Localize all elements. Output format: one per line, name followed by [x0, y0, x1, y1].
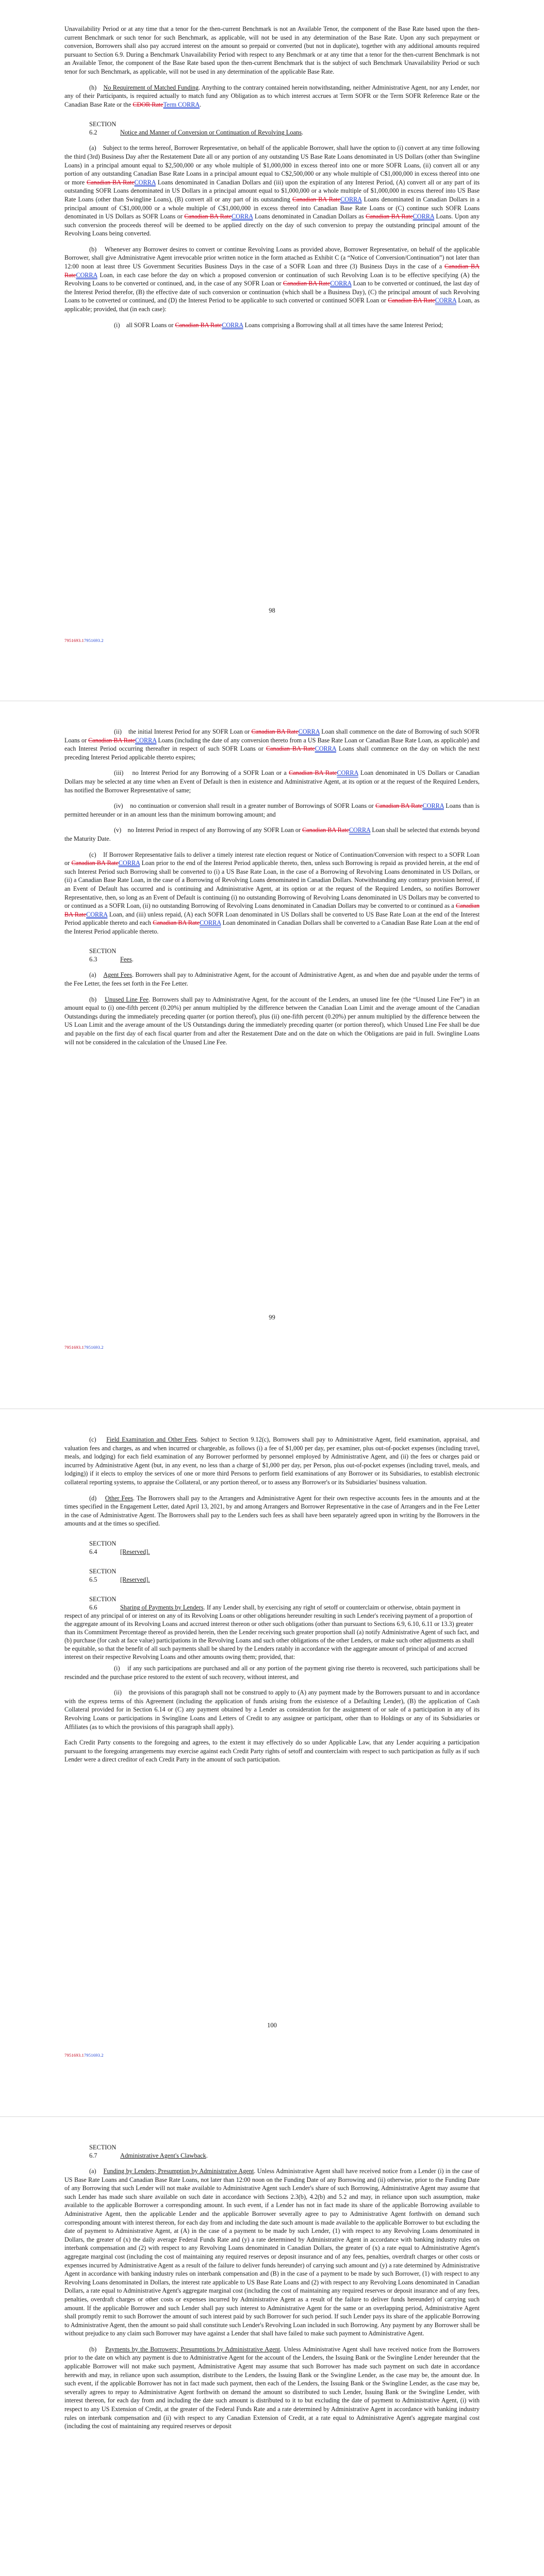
deleted-text: Canadian BA Rate [289, 769, 337, 777]
page-number: 98 [269, 607, 275, 614]
inserted-text: CORRA [222, 321, 243, 329]
deleted-text: Canadian BA Rate [266, 745, 315, 753]
section-heading: SECTION 6.6 Sharing of Payments by Lenders. If any Lender shall, by exercising any right of setoff or counterclaim or otherwise, obtain payment in respect of any principal of or interest on any of its Revolving Loans or other obligations hereunder resulting in such Lender's receiving payment of a proportion of the aggregate amount of its Revolving Loans and accrued interest thereon or other such obligations (other than pursuant to Sections 6.9, 6.10, 6.11 or 13.3) greater than its Commitment Percentage thereof as provided herein, then the Lender receiving such greater proportion shall (a) notify Administrative Agent of such fact, and (b) purchase (for cash at face value) participations in the Revolving Loans and such other obligations of the other Lenders, or make such other adjustments as shall be equitable, so that the benefit of all such payments shall be shared by the Lenders ratably in accordance with the aggregate amount of principal of and accrued interest on their respective Revolving Loans and other amounts owing them; provided, that: [64, 1595, 479, 1660]
paragraph-6-3-b: (b) Unused Line Fee. Borrowers shall pay to Administrative Agent, for the account of the Lenders, an unused line fee (the “Unused Line Fee”) in an amount equal to (i) one-fifth percent (0.20%) per annum multiplied by the difference between the Canadian Loan Limit and the average amount of the Canadian Outstandings during the immediately preceding quarter (or portion thereof), plus (ii) one-fifth percent (0.20%) per annum multiplied by the difference between the US Loan Limit and the average amount of the US Outstandings during the immediately preceding quarter (or portion thereof), which Unused Line Fee shall be due and payable on the first day of each fiscal quarter from and after the Restatement Date and on the date on which the Obligations are paid in full. Swingline Loans will not be considered in the calculation of the Unused Line Fee. [64, 995, 480, 1046]
paragraph-6-2-b: (b) Whenever any Borrower desires to convert or continue Revolving Loans as provided above, Borrower Representative, on behalf of the applicable Borrower, shall give Administrative Agent irrevocable prior written notice in the form attached as Exhibit C (a “Notice of Conversion/Continuation”) not later than 12:00 noon at least three US Government Securities Business Days in the case of a SOFR Loan and three (3) Business Days in the case of a Canadian BA RateCORRA Loan, in each case before the day on which a proposed conversion or continuation of such Revolving Loan is to be effective specifying (A) the Revolving Loans to be converted or continued, and, in the case of any SOFR Loan or Canadian BA RateCORRA Loan to be converted or continued, the last day of the Interest Period therefor, (B) the effective date of such conversion or continuation (which shall be a Business Day), (C) the principal amount of such Revolving Loans to be converted or continued, and (D) the Interest Period to be applicable to such converted or continued SOFR Loan or Canadian BA RateCORRA Loan, as applicable; provided, that (in each case): [64, 245, 480, 313]
page-98 [0, 0, 544, 701]
deleted-text: Canadian BA Rate [292, 195, 341, 203]
deleted-text: Canadian BA Rate [375, 802, 423, 810]
paragraph-6-6-consent: Each Credit Party consents to the foregoing and agrees, to the extent it may effectively do so under Applicable Law, that any Lender acquiring a participation pursuant to the foregoing arrangements may exercise against each Credit Party rights of setoff and counterclaim with respect to such participation as fully as if such Lender were a direct creditor of each Credit Party in the amount of such participation. [64, 1739, 480, 1764]
inserted-text: CORRA [422, 802, 444, 810]
inserted-text: Term CORRA [163, 100, 200, 108]
paragraph-6-2-b-ii: (ii) the initial Interest Period for any SOFR Loan or Canadian BA RateCORRA Loan shall commence on the date of Borrowing of such SOFR Loans or Canadian BA RateCORRA Loans (including the date of any conversion thereto from a US Base Rate Loan or Canadian Base Rate Loan, as applicable) and each Interest Period occurring thereafter in respect of such SOFR Loans or Canadian BA RateCORRA Loans shall commence on the day on which the next preceding Interest Period applicable thereto expires; [64, 728, 480, 761]
page-separator [0, 1409, 544, 1414]
page-separator [0, 701, 544, 706]
paragraph-6-3-c: (c) Field Examination and Other Fees. Subject to Section 9.12(c), Borrowers shall pay to Administrative Agent, field examination, appraisal, and valuation fees and charges, as and when incurred or chargeable, as follows (i) a fee of $1,000 per day, per examiner, plus out-of-pocket expenses (including travel, meals, and lodging) for each field examination of any Borrower performed by personnel employed by Administrative Agent, and (ii) the fees or charges paid or incurred by Administrative Agent (but, in any event, no less than a charge of $1,000 per day, per Person, plus out-of-pocket expenses (including travel, meals, and lodging)) if it elects to employ the services of one or more third Persons to perform field examinations of any Borrower or its Subsidiaries, to establish electronic collateral reporting systems, to appraise the Collateral, or any portion thereof, or to assess any Borrower's or its Subsidiaries' business valuation. [64, 1436, 480, 1486]
inserted-text: CORRA [200, 919, 221, 927]
inserted-text: CORRA [349, 826, 371, 834]
deleted-text: Canadian BA Rate [366, 213, 413, 221]
document-footer: 7951693.17951693.2 [64, 2053, 104, 2058]
paragraph-6-7-a: (a) Funding by Lenders; Presumption by Administrative Agent. Unless Administrative Agent shall have received notice from a Lender (i) in the case of US Base Rate Loans and Canadian Base Rate Loans, not later than 12:00 noon on the Funding Date of any Borrowing and (ii) otherwise, prior to the Funding Date of any Borrowing that such Lender will not make available to Administrative Agent such Lender's share of such Borrowing, Administrative Agent may assume that such Lender has made such share available on such date in accordance with Sections 2.3(b), 4.2(b) and 5.2 and may, in reliance upon such assumption, make available to the applicable Borrower a corresponding amount. In such event, if a Lender has not in fact made its share of the applicable Borrowing available to Administrative Agent, then the applicable Lender and the applicable Borrower severally agree to pay to Administrative Agent forthwith on demand such corresponding amount with interest thereon, for each day from and including the date such amount is made available to the applicable Borrower to but excluding the date of payment to Administrative Agent, at (A) in the case of a payment to be made by such Lender, (1) with respect to any Revolving Loans denominated in Dollars, the greater of (x) the daily average Federal Funds Rate and (y) a rate determined by Administrative Agent in accordance with banking industry rules on interbank compensation and (2) with respect to any Revolving Loans denominated in Canadian Dollars, the greater of (x) a rate equal to Administrative Agent's aggregate marginal cost (including the cost of maintaining any required reserves or deposit insurance and of any fees, penalties, overdraft charges or other costs or expenses incurred by Administrative Agent as a result of the failure to deliver funds hereunder) of carrying such amount and (y) a rate determined by Administrative Agent in accordance with banking industry rules on interbank compensation and (B) in the case of a payment to be made by such Borrower, (1) with respect to any Revolving Loans denominated in Dollars, the interest rate applicable to US Base Rate Loans and (2) with respect to any Revolving Loans denominated in Canadian Dollars, a rate equal to Administrative Agent's aggregate marginal cost (including the cost of maintaining any required reserves or deposit insurance and of any fees, penalties, overdraft charges or other costs or expenses incurred by Administrative Agent as a result of the failure to deliver funds hereunder) of carrying such amount. If the applicable Borrower and such Lender shall pay such interest to Administrative Agent for the same or an overlapping period, Administrative Agent shall promptly remit to such Borrower the amount of such interest paid by such Borrower for such period. If such Lender pays its share of the applicable Borrowing to Administrative Agent, then the amount so paid shall constitute such Lender's Revolving Loan included in such Borrowing. Any payment by any Borrower shall be without prejudice to any claim such Borrower may have against a Lender that shall have failed to make such payment to Administrative Agent. [64, 2167, 480, 2337]
deleted-text: Canadian BA Rate [388, 297, 435, 304]
page-separator [0, 2116, 544, 2122]
paragraph-6-2-b-iv: (iv) no continuation or conversion shall result in a greater number of Borrowings of SOFR Loans or Canadian BA RateCORRA Loans than is permitted hereunder or in an amount less than the minimum borrowing amount; and [64, 802, 480, 818]
deleted-text: Canadian BA Rate [87, 178, 135, 186]
section-heading: SECTION 6.5 [Reserved]. [89, 1567, 150, 1583]
paragraph-6-7-b: (b) Payments by the Borrowers; Presumptions by Administrative Agent. Unless Administrative Agent shall have received notice from the Borrowers prior to the date on which any payment is due to Administrative Agent for the account of the Lenders, the Issuing Bank or the Swingline Lender hereunder that the applicable Borrower will not make such payment, Administrative Agent may assume that such Borrower has made such payment on such date in accordance herewith and may, in reliance upon such assumption, distribute to the Lenders, the Issuing Bank or the Swingline Lender, as the case may be, the amount due. In such event, if the applicable Borrower has not in fact made such payment, then each of the Lenders, the Issuing Bank or the Swingline Lender, as the case may be, severally agrees to repay to Administrative Agent forthwith on demand the amount so distributed to such Lender, Issuing Bank or the Swingline Lender, with interest thereon, for each day from and including the date such amount is distributed to it to but excluding the date of payment to Administrative Agent, (i) with respect to any US Extension of Credit, at the greater of the Federal Funds Rate and a rate determined by Administrative Agent in accordance with banking industry rules on interbank compensation and (ii) with respect to any Canadian Extension of Credit, at a rate equal to Administrative Agent's aggregate marginal cost (including the cost of maintaining any required reserves or deposit [64, 2345, 480, 2430]
deleted-text: Canadian BA Rate [153, 919, 200, 927]
deleted-text: Canadian BA Rate [184, 213, 232, 221]
inserted-text: CORRA [135, 736, 157, 744]
inserted-text: CORRA [435, 297, 456, 304]
paragraph-6-2-b-iii: (iii) no Interest Period for any Borrowing of a SOFR Loan or a Canadian BA RateCORRA Loan denominated in US Dollars or Canadian Dollars may be selected at any time when an Event of Default is then in existence and Administrative Agent, at its option or at the request of the Required Lenders, has notified the Borrower Representative of same; [64, 769, 480, 794]
paragraph-6-6-i: (i) if any such participations are purchased and all or any portion of the payment giving rise thereto is recovered, such participations shall be rescinded and the purchase price restored to the extent of such recovery, without interest, and [64, 1664, 480, 1681]
inserted-text: CORRA [330, 280, 352, 287]
inserted-text: CORRA [118, 859, 140, 867]
inserted-text: CORRA [413, 213, 434, 221]
deleted-text: CDOR Rate [133, 100, 163, 108]
paragraph-6-2-a: (a) Subject to the terms hereof, Borrower Representative, on behalf of the applicable Borrower, shall have the option to (i) convert at any time following the third (3rd) Business Day after the Restatement Date all or any portion of any outstanding US Base Rate Loans denominated in US Dollars (other than Swingline Loans) in a principal amount equal to $2,500,000 or any whole multiple of $1,000,000 in excess thereof into one or more SOFR Loans, (ii) convert all or any portion of any outstanding Canadian Base Rate Loans in a principal amount equal to C$2,500,000 or any whole multiple of C$1,000,000 in excess thereof into one or more Canadian BA RateCORRA Loans denominated in Canadian Dollars and (iii) upon the expiration of any Interest Period, (A) convert all or any part of its outstanding SOFR Loans denominated in US Dollars in a principal amount equal to $1,000,000 or a whole multiple of $1,000,000 in excess thereof into US Base Rate Loans (other than Swingline Loans), (B) convert all or any part of its outstanding Canadian BA RateCORRA Loans denominated in Canadian Dollars in a principal amount of C$1,000,000 or a whole multiple of C$1,000,000 in excess thereof into Canadian Base Rate Loans or (C) continue such SOFR Loans denominated in US Dollars as SOFR Loans or Canadian BA RateCORRA Loans denominated in Canadian Dollars as Canadian BA RateCORRA Loans. Upon any such conversion the proceeds thereof will be deemed to be applied directly on the day of such conversion to prepay the outstanding principal amount of the Revolving Loans being converted. [64, 144, 480, 238]
paragraph-6-2-b-v: (v) no Interest Period in respect of any Borrowing of any SOFR Loan or Canadian BA RateCORRA Loan shall be selected that extends beyond the Maturity Date. [64, 826, 480, 842]
inserted-text: CORRA [86, 910, 108, 918]
deleted-text: Canadian BA Rate [88, 736, 136, 744]
page-number: 100 [267, 2022, 277, 2029]
deleted-text: Canadian BA Rate [302, 826, 349, 834]
deleted-text: Canadian BA Rate [283, 280, 331, 287]
paragraph-6-6-ii: (ii) the provisions of this paragraph shall not be construed to apply to (A) any payment made by the Borrowers pursuant to and in accordance with the express terms of this Agreement (including the application of funds arising from the existence of a Defaulting Lender), (B) the application of Cash Collateral provided for in Section 6.14 or (C) any payment obtained by a Lender as consideration for the assignment of or sale of a participation in any of its Revolving Loans or participations in Swingline Loans and Letters of Credit to any assignee or participant, other than to Holdings or any of its Subsidiaries or Affiliates (as to which the provisions of this paragraph shall apply). [64, 1689, 480, 1731]
section-heading: SECTION 6.4 [Reserved]. [89, 1539, 150, 1555]
inserted-text: CORRA [315, 745, 336, 753]
page-number: 99 [269, 1314, 275, 1321]
deleted-text: Canadian BA Rate [71, 859, 119, 867]
deleted-text: Canadian BA Rate [175, 321, 222, 329]
document-footer: 7951693.17951693.2 [64, 638, 104, 643]
section-heading: SECTION 6.2 Notice and Manner of Conversion or Continuation of Revolving Loans. [89, 121, 304, 137]
inserted-text: CORRA [134, 178, 156, 186]
inserted-text: CORRA [232, 213, 253, 221]
inserted-text: CORRA [340, 195, 362, 203]
section-heading: SECTION 6.3 Fees. [89, 947, 134, 963]
deleted-text: Canadian BA Rate [64, 902, 480, 918]
paragraph-6-3-a: (a) Agent Fees. Borrowers shall pay to Administrative Agent, for the account of Administrative Agent, as and when due and payable under the terms of the Fee Letter, the fees set forth in the Fee Letter. [64, 971, 480, 988]
paragraph-6-2-b-i: (i) all SOFR Loans or Canadian BA RateCORRA Loans comprising a Borrowing shall at all times have the same Interest Period; [114, 321, 443, 329]
deleted-text: Canadian BA Rate [64, 263, 480, 279]
inserted-text: CORRA [298, 728, 320, 735]
paragraph-6-2-c: (c) If Borrower Representative fails to deliver a timely interest rate election request or Notice of Continuation/Conversion with respect to a SOFR Loan or Canadian BA RateCORRA Loan prior to the end of the Interest Period applicable thereto, then, unless such Borrowing is repaid as provided herein, at the end of such Interest Period such Borrowing shall be converted to (i) a US Base Rate Loan, in the case of a Borrowing of Revolving Loans denominated in US Dollars, or (ii) a Canadian Base Rate Loan, in the case of a Borrowing of Revolving Loans denominated in Canadian Dollars. Notwithstanding any contrary provision hereof, if an Event of Default has occurred and is continuing and Administrative Agent, at its option or at the request of the Required Lenders, so notifies Borrower Representative, then, so long as an Event of Default is continuing (i) no outstanding Borrowing of Revolving Loans denominated in US Dollars may be converted to or continued as a SOFR Loan, (ii) no outstanding Borrowing of Revolving Loans denominated in Canadian Dollars may be converted to or continued as a Canadian BA RateCORRA Loan, and (iii) unless repaid, (A) each SOFR Loan denominated in US Dollars shall be converted to US Base Rate Loan at the end of the Interest Period applicable thereto and each Canadian BA RateCORRA Loan denominated in Canadian Dollars shall be converted to a Canadian Base Rate Loan at the end of the Interest Period applicable thereto. [64, 851, 480, 935]
paragraph-6-3-d: (d) Other Fees. The Borrowers shall pay to the Arrangers and Administrative Agent for their own respective accounts fees in the amounts and at the times specified in the Engagement Letter, dated April 13, 2021, by and among Arrangers and Borrower Representative in the case of Arrangers and in the Fee Letter in the case of Administrative Agent. The Borrowers shall pay to the Lenders such fees as shall have been separately agreed upon in writing by the Borrowers in the amounts and at the times so specified. [64, 1494, 480, 1528]
inserted-text: CORRA [337, 769, 358, 777]
document-footer: 7951693.17951693.2 [64, 1345, 104, 1350]
paragraph-6-1-h: (h) No Requirement of Matched Funding. Anything to the contrary contained herein notwithstanding, neither Administrative Agent, nor any Lender, nor any of their Participants, is required actually to match fund any Obligation as to which interest accrues at Term SOFR or the Term SOFR Reference Rate or the Canadian Base Rate or the CDOR RateTerm CORRA. [64, 83, 480, 108]
section-heading: SECTION 6.7 Administrative Agent's Clawback. [89, 2144, 208, 2159]
page-99 [0, 707, 544, 1409]
deleted-text: Canadian BA Rate [251, 728, 299, 735]
paragraph: Unavailability Period or at any time that a tenor for the then-current Benchmark is not an Available Tenor, the component of the Base Rate based upon the then-current Benchmark or such tenor for such Benchmark, as applicable, will not be used in any determination of the Base Rate. Upon any such prepayment or conversion, Borrowers shall also pay accrued interest on the amount so prepaid or converted (but not in duplicate), together with any additional amounts required pursuant to Section 6.9. During a Benchmark Unavailability Period with respect to any Benchmark or at any time that a tenor for the then-current Benchmark is not an Available Tenor, the component of the Base Rate based upon the then-current Benchmark that is the subject of such Benchmark Unavailability Period or such tenor for such Benchmark, as applicable, will not be used in any determination of the applicable Base Rate. [64, 25, 480, 75]
page-101 [0, 2123, 544, 2576]
inserted-text: CORRA [76, 271, 97, 279]
page-100 [0, 1415, 544, 2116]
